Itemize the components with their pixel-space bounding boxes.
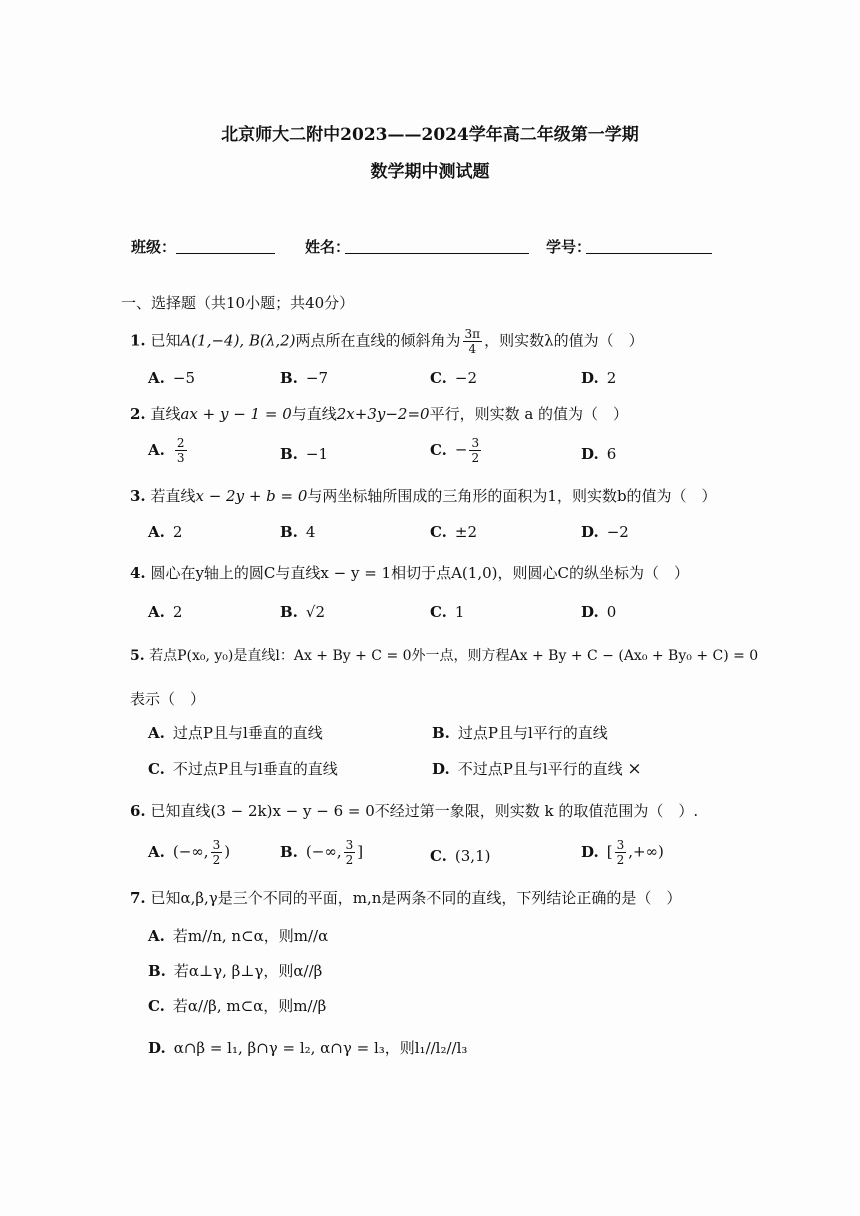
q1-option-a [148, 369, 195, 387]
q5-option-d-key: D. [432, 760, 450, 778]
q4-option-b [280, 603, 325, 621]
q1-option-b-key: B. [280, 369, 298, 387]
q7-option-c [148, 995, 326, 1016]
q1-post: ，则实数λ的值为（ ） [484, 331, 644, 350]
q6-option-b-bottom: 2 [345, 853, 354, 867]
q5-option-a-key: A. [148, 724, 165, 742]
q6-option-a-post: ) [224, 842, 231, 861]
q6-option-c [430, 847, 490, 865]
q1-fraction [463, 327, 483, 356]
q1-pre: 已知 [150, 331, 181, 350]
q5-option-c [148, 758, 338, 779]
q7-option-c-key: C. [148, 997, 165, 1015]
q4-option-d-text: 0 [606, 603, 617, 621]
q2-option-a-key: A. [148, 440, 165, 459]
q4-option-c-key: C. [430, 603, 447, 621]
q6-option-b-pre: (−∞, [305, 842, 342, 861]
q2-pre: 直线 [150, 405, 181, 423]
name-label: 姓名： [305, 238, 351, 256]
q6-option-a-bottom: 2 [212, 853, 221, 867]
q6-option-d [581, 838, 664, 867]
q2-option-c-key: C. [430, 440, 447, 459]
q1-option-c-key: C. [430, 369, 447, 387]
q2-option-d-key: D. [581, 445, 599, 463]
q3-option-b-key: B. [280, 523, 298, 541]
q6-option-d-fraction [615, 838, 627, 867]
q2-option-a-bottom: 3 [176, 451, 185, 465]
q7-option-b-key: B. [148, 962, 166, 980]
q6-number: 6. [130, 802, 146, 820]
q5-option-d-text: 不过点P且与l平行的直线 [457, 760, 623, 778]
q3-option-c [430, 523, 477, 541]
q1-option-b-text: −7 [305, 369, 329, 387]
question-5 [130, 645, 758, 665]
q3-option-b-text: 4 [305, 523, 316, 541]
q5-option-a [148, 722, 323, 743]
q2-eq2: 2x+3y−2=0 [336, 405, 430, 423]
q4-option-d [581, 603, 616, 621]
q5-option-b-text: 过点P且与l平行的直线 [457, 724, 608, 742]
q3-option-a-text: 2 [172, 523, 183, 541]
class-blank [176, 253, 275, 254]
q2-option-c-top: 3 [471, 436, 480, 450]
q1-option-d [581, 369, 616, 387]
q2-mid: 与直线 [291, 405, 337, 423]
q2-option-d [581, 445, 616, 463]
q3-option-a-key: A. [148, 523, 165, 541]
q7-option-a-key: A. [148, 927, 165, 945]
q3-option-a [148, 523, 182, 541]
q4-option-d-key: D. [581, 603, 599, 621]
q6-option-a-pre: (−∞, [172, 842, 209, 861]
q6-option-b [280, 838, 363, 867]
q5-option-c-text: 不过点P且与l垂直的直线 [172, 760, 338, 778]
q6-option-a-top: 3 [212, 838, 221, 852]
q1-option-b [280, 369, 328, 387]
q3-number: 3. [130, 487, 146, 505]
section-title: 一、选择题（共10小题；共40分） [121, 294, 355, 312]
q3-option-b [280, 523, 315, 541]
q7-text: 已知α,β,γ是三个不同的平面，m,n是两条不同的直线，下列结论正确的是（ ） [150, 889, 682, 907]
q7-option-a [148, 925, 328, 946]
q1-frac-top: 3π [464, 327, 481, 341]
q5-option-b [432, 722, 608, 743]
q3-option-d [581, 523, 629, 541]
q7-number: 7. [130, 889, 146, 907]
q5-text-line2: 表示（ ） [130, 690, 206, 708]
q1-mid: 两点所在直线的倾斜角为 [295, 331, 461, 350]
q6-option-b-top: 3 [345, 838, 354, 852]
q6-option-d-key: D. [581, 842, 599, 861]
q4-option-a-text: 2 [172, 603, 183, 621]
q7-option-d-text: α∩β = l₁, β∩γ = l₂, α∩γ = l₃，则l₁//l₂//l₃ [173, 1039, 468, 1057]
q1-points: A(1,−4), B(λ,2) [180, 331, 296, 350]
name-blank [345, 253, 529, 254]
exam-title-line2: 数学期中测试题 [370, 162, 490, 182]
q2-option-c-sign: − [454, 440, 468, 459]
q6-option-d-pre: [ [606, 842, 613, 861]
q2-option-a [148, 436, 189, 465]
q6-option-c-text: (3,1) [454, 847, 491, 865]
q3-option-d-text: −2 [606, 523, 629, 541]
q2-post: 平行，则实数 a 的值为（ ） [429, 405, 629, 423]
q5-option-c-key: C. [148, 760, 165, 778]
q7-option-b-text: 若α⊥γ, β⊥γ，则α//β [173, 962, 323, 980]
q7-option-c-text: 若α//β, m⊂α，则m//β [172, 997, 327, 1015]
q2-option-c-fraction [469, 436, 481, 465]
q5-option-b-key: B. [432, 724, 450, 742]
id-blank [586, 253, 712, 254]
q4-option-a [148, 603, 182, 621]
q4-option-b-key: B. [280, 603, 298, 621]
q2-option-b [280, 445, 328, 463]
q1-frac-bottom: 4 [468, 342, 477, 356]
q6-text: 已知直线(3 − 2k)x − y − 6 = 0不经过第一象限，则实数 k 的取值范围为（ ）. [150, 802, 699, 820]
q4-option-b-text: √2 [305, 603, 326, 621]
q6-option-a-fraction [211, 838, 223, 867]
q6-option-a [148, 838, 230, 867]
class-label: 班级： [131, 238, 177, 256]
q1-option-c [430, 369, 477, 387]
q2-option-c-bottom: 2 [471, 451, 480, 465]
q4-option-c [430, 603, 464, 621]
q1-option-d-key: D. [581, 369, 599, 387]
q6-option-d-post: ,+∞) [628, 842, 664, 861]
question-1 [130, 327, 644, 356]
q2-option-b-key: B. [280, 445, 298, 463]
q6-option-b-key: B. [280, 842, 298, 861]
q4-option-c-text: 1 [454, 603, 465, 621]
q6-option-c-key: C. [430, 847, 447, 865]
q3-option-d-key: D. [581, 523, 599, 541]
q5-text: 若点P(x₀, y₀)是直线l：Ax + By + C = 0外一点，则方程Ax + By + C − (Ax₀ + By₀ + C) = 0 [149, 648, 759, 664]
q7-option-a-text: 若m//n, n⊂α，则m//α [172, 927, 329, 945]
q6-option-b-post: ] [357, 842, 364, 861]
exam-title-line1: 北京师大二附中2023——2024学年高二年级第一学期 [221, 125, 639, 145]
q5-option-a-text: 过点P且与l垂直的直线 [172, 724, 323, 742]
q4-number: 4. [130, 564, 146, 582]
question-6 [130, 800, 698, 821]
q6-option-b-fraction [344, 838, 356, 867]
q3-option-c-text: ±2 [454, 523, 478, 541]
q7-option-b [148, 960, 322, 981]
q3-pre: 若直线 [150, 487, 196, 505]
q3-option-c-key: C. [430, 523, 447, 541]
id-label: 学号： [546, 238, 592, 256]
q1-option-a-key: A. [148, 369, 165, 387]
question-4 [130, 562, 689, 583]
student-info-row [0, 236, 860, 258]
q6-option-d-bottom: 2 [616, 853, 625, 867]
q5-number: 5. [130, 648, 145, 664]
q1-number: 1. [130, 331, 146, 350]
q2-option-a-fraction [175, 436, 187, 465]
q2-eq1: ax + y − 1 = 0 [180, 405, 292, 423]
q1-option-c-text: −2 [454, 369, 478, 387]
question-7 [130, 887, 681, 908]
question-3 [130, 485, 717, 506]
q3-eq: x − 2y + b = 0 [195, 487, 308, 505]
question-2 [130, 403, 628, 424]
q5-option-d [432, 758, 642, 779]
q2-number: 2. [130, 405, 146, 423]
q3-post: 与两坐标轴所围成的三角形的面积为1，则实数b的值为（ ） [307, 487, 717, 505]
q2-option-c [430, 436, 483, 465]
q7-option-d-key: D. [148, 1039, 166, 1057]
q4-option-a-key: A. [148, 603, 165, 621]
q6-option-a-key: A. [148, 842, 165, 861]
q2-option-b-text: −1 [305, 445, 329, 463]
q2-option-a-top: 2 [176, 436, 185, 450]
q1-option-d-text: 2 [606, 369, 617, 387]
q7-option-d [148, 1037, 467, 1058]
q1-option-a-text: −5 [172, 369, 195, 387]
q2-option-d-text: 6 [606, 445, 617, 463]
q4-text: 圆心在y轴上的圆C与直线x − y = 1相切于点A(1,0)，则圆心C的纵坐标为（ ） [150, 564, 689, 582]
q6-option-d-top: 3 [616, 838, 625, 852]
handwritten-cross-mark: × [627, 759, 642, 779]
